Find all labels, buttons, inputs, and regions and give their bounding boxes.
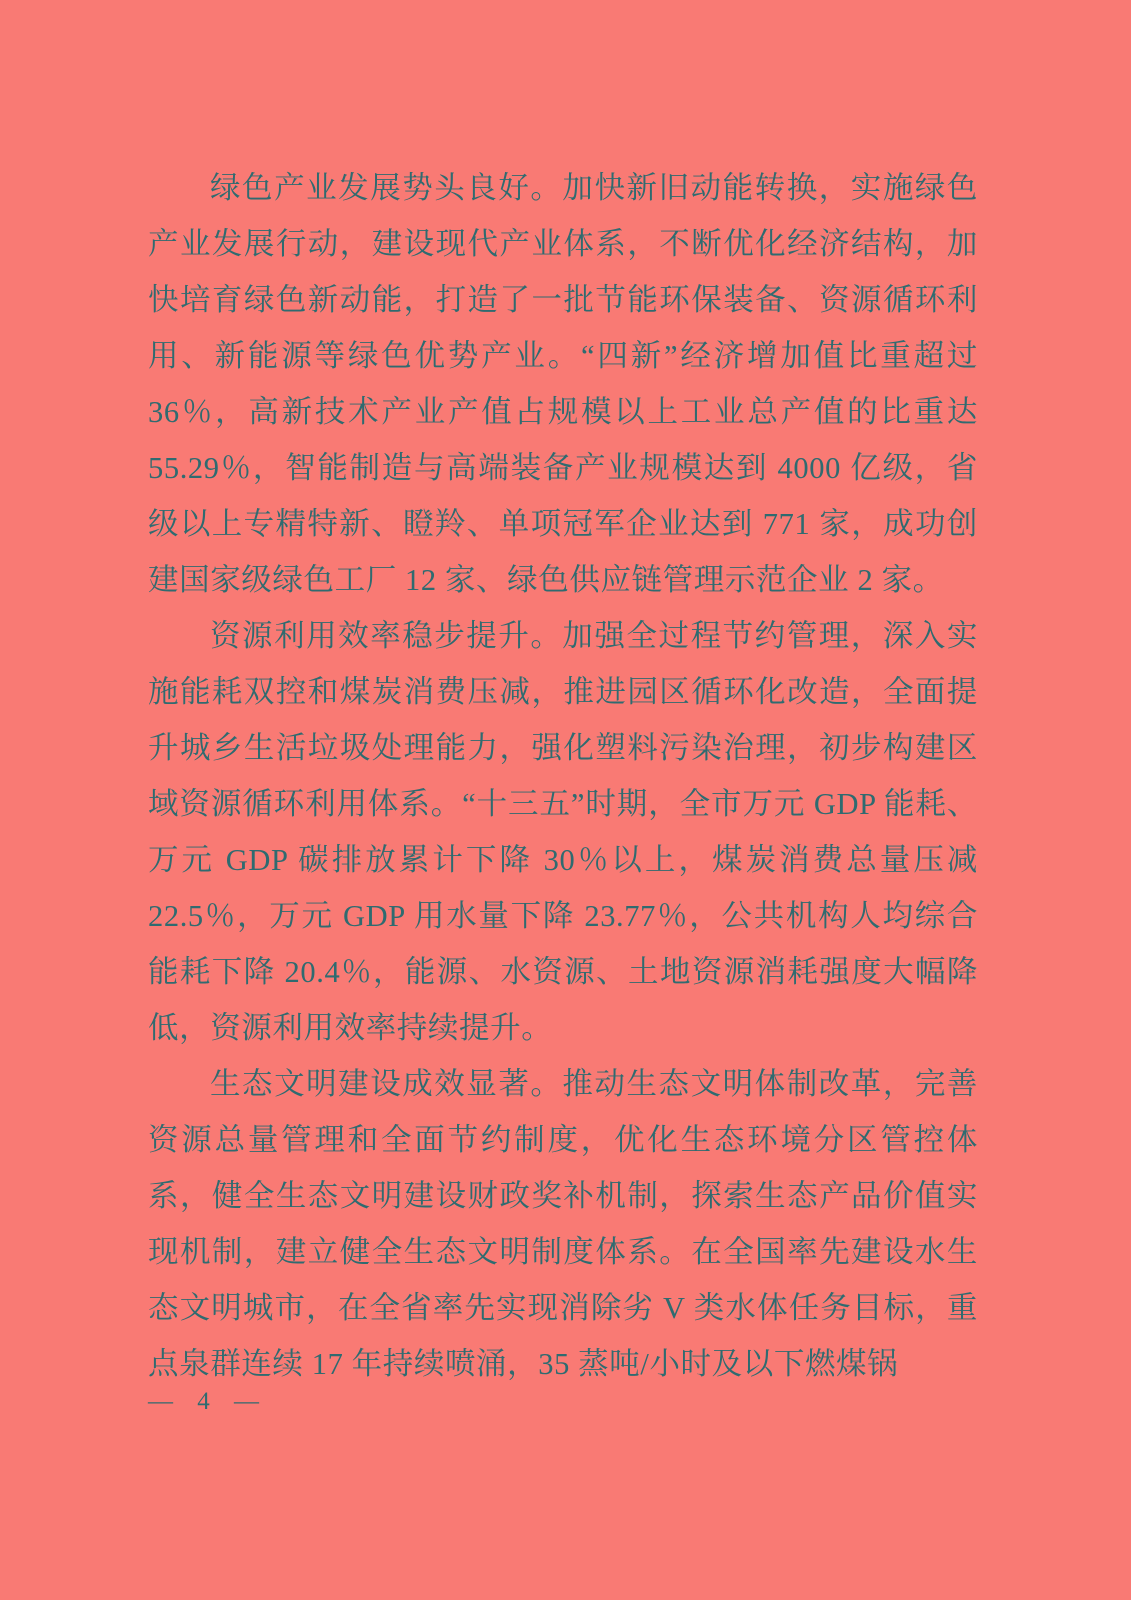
page-number: 4 (197, 1388, 212, 1415)
paragraph: 资源利用效率稳步提升。加强全过程节约管理，深入实施能耗双控和煤炭消费压减，推进园区循环化改造，全面提升城乡生活垃圾处理能力，强化塑料污染治理，初步构建区域资源循环利用体系。“十三五”时期，全市万元 GDP 能耗、万元 GDP 碳排放累计下降 30％以上，煤炭消费总量压减 22.5％，万元 GDP 用水量下降 23.77％，公共机构人均综合能耗下降 20.4％，能源、水资源、土地资源消耗强度大幅降低，资源利用效率持续提升。 (148, 619, 978, 1045)
paragraph: 生态文明建设成效显著。推动生态文明体制改革，完善资源总量管理和全面节约制度，优化生态环境分区管控体系，健全生态文明建设财政奖补机制，探索生态产品价值实现机制，建立健全生态文明制度体系。在全国率先建设水生态文明城市，在全省率先实现消除劣 V 类水体任务目标，重点泉群连续 17 年持续喷涌，35 蒸吨/小时及以下燃煤锅 (148, 1067, 978, 1381)
footer-right-dash: — (234, 1388, 261, 1415)
page-body (148, 160, 978, 1392)
paragraph: 绿色产业发展势头良好。加快新旧动能转换，实施绿色产业发展行动，建设现代产业体系，不断优化经济结构，加快培育绿色新动能，打造了一批节能环保装备、资源循环利用、新能源等绿色优势产业。“四新”经济增加值比重超过36％，高新技术产业产值占规模以上工业总产值的比重达55.29％，智能制造与高端装备产业规模达到 4000 亿级，省级以上专精特新、瞪羚、单项冠军企业达到 771 家，成功创建国家级绿色工厂 12 家、绿色供应链管理示范企业 2 家。 (148, 171, 978, 597)
page-footer (148, 1388, 978, 1416)
footer-left-dash: — (148, 1388, 175, 1415)
